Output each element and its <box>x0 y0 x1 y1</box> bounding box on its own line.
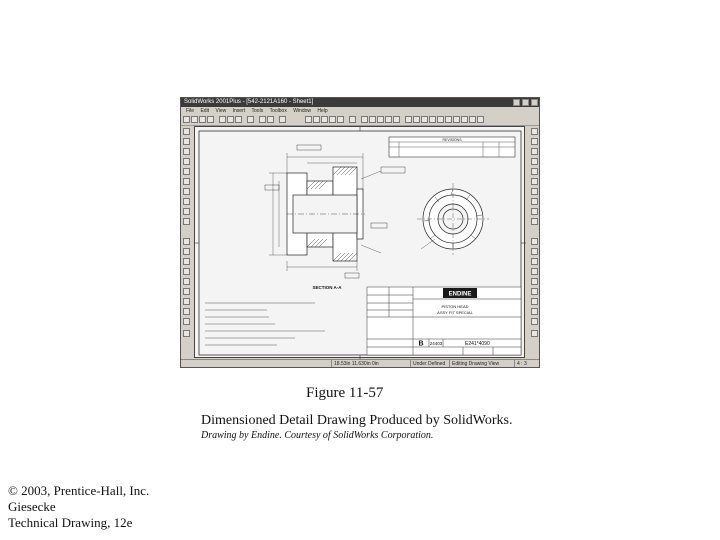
revision-block <box>389 137 515 157</box>
standard-views-icon[interactable] <box>531 128 538 135</box>
figure-title: Dimensioned Detail Drawing Produced by SolidWorks. <box>201 413 513 428</box>
undo-icon[interactable] <box>247 116 254 123</box>
group-icon[interactable] <box>531 308 538 315</box>
options-icon[interactable] <box>267 116 274 123</box>
chamfer-icon[interactable] <box>183 248 190 255</box>
section-view-icon[interactable] <box>531 168 538 175</box>
extend-icon[interactable] <box>183 278 190 285</box>
new-icon[interactable] <box>183 116 190 123</box>
circle-icon[interactable] <box>183 168 190 175</box>
revision-block-title: REVISIONS <box>442 138 462 142</box>
part-name-line-2: ASSY FIT SPECIAL <box>437 310 473 315</box>
company-name: ENDINE <box>448 291 472 298</box>
geometric-tolerance-icon[interactable] <box>437 116 444 123</box>
menu-insert[interactable]: Insert <box>232 108 246 114</box>
note-tool-icon[interactable] <box>413 116 420 123</box>
zoom-out-icon[interactable] <box>329 116 336 123</box>
drawing-sheet[interactable] <box>194 126 525 358</box>
minimize-button[interactable] <box>513 99 520 106</box>
menu-view[interactable]: View <box>215 108 227 114</box>
centerline-icon[interactable] <box>453 116 460 123</box>
line-color-icon[interactable] <box>531 238 538 245</box>
datum-feature-icon[interactable] <box>445 116 452 123</box>
crop-view-icon[interactable] <box>531 188 538 195</box>
arc-tool-icon[interactable] <box>385 116 392 123</box>
spline-icon[interactable] <box>183 198 190 205</box>
order-icon[interactable] <box>531 318 538 325</box>
color-display-icon[interactable] <box>531 278 538 285</box>
snap-icon[interactable] <box>531 330 538 337</box>
menu-help[interactable]: Help <box>317 108 328 114</box>
drawing-number-prefix: 24403 <box>429 341 443 346</box>
point-icon[interactable] <box>183 208 190 215</box>
redraw-icon[interactable] <box>349 116 356 123</box>
hide-edges-icon[interactable] <box>531 268 538 275</box>
drawing-number: E241*4090 <box>465 341 490 347</box>
figure-number: Figure 11-57 <box>306 385 384 401</box>
status-bar <box>181 359 539 368</box>
sheet-size: B <box>418 340 424 348</box>
menu-bar <box>181 107 539 115</box>
copyright-line: © 2003, Prentice-Hall, Inc. <box>8 483 150 498</box>
general-notes <box>205 303 325 345</box>
scale-icon[interactable] <box>183 318 190 325</box>
fillet-icon[interactable] <box>183 238 190 245</box>
zoom-in-icon[interactable] <box>321 116 328 123</box>
center-mark-icon[interactable] <box>461 116 468 123</box>
close-button[interactable] <box>531 99 538 106</box>
menu-tools[interactable]: Tools <box>251 108 264 114</box>
line-tool-icon[interactable] <box>361 116 368 123</box>
mirror-icon[interactable] <box>183 288 190 295</box>
auxiliary-view-icon[interactable] <box>531 158 538 165</box>
status-definition: Under Defined <box>410 360 445 368</box>
menu-edit[interactable]: Edit <box>200 108 210 114</box>
status-coordinates: 18.53in 11.630in 0in <box>331 360 379 368</box>
weld-symbol-icon[interactable] <box>477 116 484 123</box>
section-view[interactable] <box>265 145 405 278</box>
rotate-icon[interactable] <box>183 308 190 315</box>
rectangle-icon[interactable] <box>183 158 190 165</box>
paste-icon[interactable] <box>235 116 242 123</box>
zoom-fit-icon[interactable] <box>305 116 312 123</box>
save-icon[interactable] <box>199 116 206 123</box>
status-mode: Editing Drawing View <box>449 360 499 368</box>
author-line: Giesecke <box>8 499 56 514</box>
window-title: SolidWorks 2001Plus - [542-2121A160 - Sheet1] <box>184 99 314 105</box>
dimension-tool-icon[interactable] <box>405 116 412 123</box>
maximize-button[interactable] <box>522 99 529 106</box>
line-icon[interactable] <box>183 148 190 155</box>
open-icon[interactable] <box>191 116 198 123</box>
centerline-sketch-icon[interactable] <box>183 218 190 225</box>
model-view-icon[interactable] <box>531 138 538 145</box>
book-title-line: Technical Drawing, 12e <box>8 515 133 530</box>
line-thickness-icon[interactable] <box>531 248 538 255</box>
title-bar <box>181 98 539 107</box>
grid-icon[interactable] <box>183 330 190 337</box>
solidworks-window <box>180 97 540 368</box>
rectangle-tool-icon[interactable] <box>369 116 376 123</box>
alternate-position-icon[interactable] <box>531 208 538 215</box>
relative-view-icon[interactable] <box>531 218 538 225</box>
offset-icon[interactable] <box>183 258 190 265</box>
detail-view-icon[interactable] <box>531 178 538 185</box>
rebuild-icon[interactable] <box>259 116 266 123</box>
arc-icon[interactable] <box>183 178 190 185</box>
menu-toolbox[interactable]: Toolbox <box>269 108 287 114</box>
status-scale: 4 : 3 <box>514 360 527 368</box>
hatch-icon[interactable] <box>469 116 476 123</box>
spline-tool-icon[interactable] <box>393 116 400 123</box>
move-icon[interactable] <box>183 298 190 305</box>
zoom-area-icon[interactable] <box>313 116 320 123</box>
circle-tool-icon[interactable] <box>377 116 384 123</box>
menu-window[interactable]: Window <box>293 108 312 114</box>
pan-icon[interactable] <box>337 116 344 123</box>
drawing-canvas <box>195 127 526 359</box>
surface-finish-icon[interactable] <box>429 116 436 123</box>
trim-icon[interactable] <box>183 268 190 275</box>
menu-file[interactable]: File <box>186 108 195 114</box>
layer-icon[interactable] <box>531 288 538 295</box>
part-name-line-1: PISTON HEAD <box>441 304 469 309</box>
figure-credit: Drawing by Endine. Courtesy of SolidWorks Corporation. <box>201 430 434 441</box>
sketch-icon[interactable] <box>183 138 190 145</box>
cut-icon[interactable] <box>219 116 226 123</box>
end-view[interactable] <box>417 183 489 255</box>
copy-icon[interactable] <box>227 116 234 123</box>
line-style-icon[interactable] <box>531 258 538 265</box>
help-icon[interactable] <box>279 116 286 123</box>
select-icon[interactable] <box>183 128 190 135</box>
polygon-icon[interactable] <box>183 188 190 195</box>
balloon-tool-icon[interactable] <box>421 116 428 123</box>
projected-view-icon[interactable] <box>531 148 538 155</box>
print-icon[interactable] <box>207 116 214 123</box>
standard-toolbar <box>181 115 539 126</box>
section-label: SECTION A-A <box>312 285 342 290</box>
align-icon[interactable] <box>531 298 538 305</box>
broken-view-icon[interactable] <box>531 198 538 205</box>
